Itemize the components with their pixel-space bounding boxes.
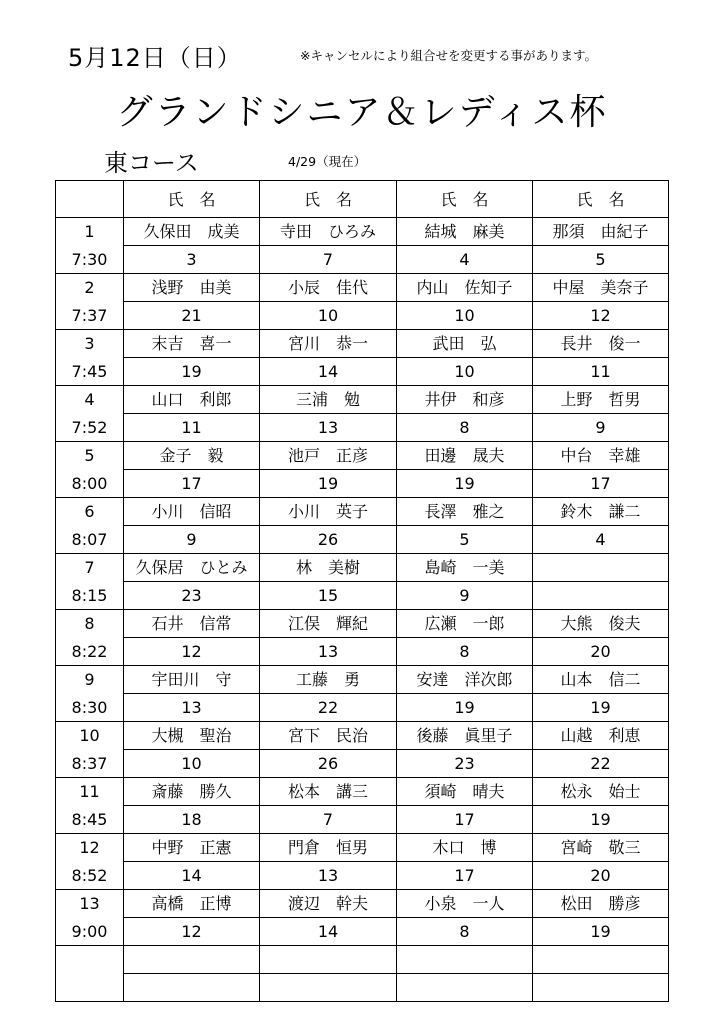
player-name: 長井 俊一 bbox=[533, 330, 669, 358]
group-name-row bbox=[56, 274, 669, 302]
page-title: グランドシニア＆レディス杯 bbox=[116, 92, 608, 133]
player-score: 9 bbox=[533, 414, 669, 442]
player-score bbox=[533, 582, 669, 610]
player-score: 19 bbox=[533, 918, 669, 946]
group-number: 2 bbox=[56, 274, 124, 302]
player-score: 7 bbox=[260, 246, 397, 274]
player-name: 金子 毅 bbox=[124, 442, 260, 470]
player-name: 寺田 ひろみ bbox=[260, 218, 397, 246]
player-name bbox=[533, 946, 669, 974]
name-column-header: 氏 名 bbox=[260, 181, 397, 218]
player-score: 11 bbox=[124, 414, 260, 442]
player-name: 田邊 晟夫 bbox=[397, 442, 533, 470]
player-name: 池戸 正彦 bbox=[260, 442, 397, 470]
player-score: 14 bbox=[260, 358, 397, 386]
tee-time: 8:52 bbox=[56, 862, 124, 890]
player-score: 8 bbox=[397, 414, 533, 442]
player-name: 門倉 恒男 bbox=[260, 834, 397, 862]
player-score: 13 bbox=[124, 694, 260, 722]
group-number: 12 bbox=[56, 834, 124, 862]
group-score-row bbox=[56, 750, 669, 778]
player-score: 19 bbox=[533, 694, 669, 722]
tee-time: 8:00 bbox=[56, 470, 124, 498]
group-number: 4 bbox=[56, 386, 124, 414]
course-name: 東コース bbox=[104, 149, 199, 177]
player-score: 9 bbox=[397, 582, 533, 610]
player-name: 山口 利郎 bbox=[124, 386, 260, 414]
player-score: 12 bbox=[124, 638, 260, 666]
player-name bbox=[260, 946, 397, 974]
group-name-row bbox=[56, 386, 669, 414]
player-score bbox=[533, 974, 669, 1002]
player-name: 大熊 俊夫 bbox=[533, 610, 669, 638]
player-name: 木口 博 bbox=[397, 834, 533, 862]
player-name: 井伊 和彦 bbox=[397, 386, 533, 414]
player-score bbox=[124, 974, 260, 1002]
group-score-row bbox=[56, 862, 669, 890]
player-name: 結城 麻美 bbox=[397, 218, 533, 246]
player-name: 須崎 晴夫 bbox=[397, 778, 533, 806]
tee-time: 8:37 bbox=[56, 750, 124, 778]
tee-time: 7:30 bbox=[56, 246, 124, 274]
player-name: 上野 哲男 bbox=[533, 386, 669, 414]
group-name-row bbox=[56, 554, 669, 582]
player-name: 那須 由紀子 bbox=[533, 218, 669, 246]
player-name: 広瀬 一郎 bbox=[397, 610, 533, 638]
player-name: 宮崎 敬三 bbox=[533, 834, 669, 862]
group-name-row bbox=[56, 666, 669, 694]
tee-time: 7:52 bbox=[56, 414, 124, 442]
player-name: 石井 信常 bbox=[124, 610, 260, 638]
player-name: 大槻 聖治 bbox=[124, 722, 260, 750]
tee-time: 7:45 bbox=[56, 358, 124, 386]
player-score: 10 bbox=[397, 302, 533, 330]
player-name: 松本 講三 bbox=[260, 778, 397, 806]
player-name: 島崎 一美 bbox=[397, 554, 533, 582]
group-number: 1 bbox=[56, 218, 124, 246]
player-score bbox=[397, 974, 533, 1002]
player-score: 9 bbox=[124, 526, 260, 554]
player-name: 林 美樹 bbox=[260, 554, 397, 582]
player-name: 久保居 ひとみ bbox=[124, 554, 260, 582]
group-score-row bbox=[56, 246, 669, 274]
player-score: 13 bbox=[260, 862, 397, 890]
group-number bbox=[56, 946, 124, 974]
tee-time: 8:45 bbox=[56, 806, 124, 834]
player-score: 10 bbox=[260, 302, 397, 330]
player-score: 12 bbox=[533, 302, 669, 330]
player-score: 19 bbox=[260, 470, 397, 498]
player-name: 斎藤 勝久 bbox=[124, 778, 260, 806]
group-name-row bbox=[56, 890, 669, 918]
player-name: 長澤 雅之 bbox=[397, 498, 533, 526]
player-score: 13 bbox=[260, 414, 397, 442]
player-name: 小川 英子 bbox=[260, 498, 397, 526]
player-score: 4 bbox=[533, 526, 669, 554]
group-score-row bbox=[56, 582, 669, 610]
player-score bbox=[260, 974, 397, 1002]
player-score: 21 bbox=[124, 302, 260, 330]
tee-time: 8:30 bbox=[56, 694, 124, 722]
group-number: 8 bbox=[56, 610, 124, 638]
player-name: 山本 信二 bbox=[533, 666, 669, 694]
player-score: 22 bbox=[533, 750, 669, 778]
player-name: 宮下 民治 bbox=[260, 722, 397, 750]
tee-time: 8:22 bbox=[56, 638, 124, 666]
group-number: 7 bbox=[56, 554, 124, 582]
group-name-row bbox=[56, 834, 669, 862]
player-score: 19 bbox=[124, 358, 260, 386]
player-score: 8 bbox=[397, 638, 533, 666]
player-score: 11 bbox=[533, 358, 669, 386]
player-name: 久保田 成美 bbox=[124, 218, 260, 246]
player-score: 17 bbox=[397, 806, 533, 834]
group-number: 13 bbox=[56, 890, 124, 918]
player-score: 23 bbox=[397, 750, 533, 778]
group-score-row bbox=[56, 526, 669, 554]
cancellation-note: ※キャンセルにより組合せを変更する事があります。 bbox=[300, 48, 597, 63]
group-score-row bbox=[56, 358, 669, 386]
tee-time: 9:00 bbox=[56, 918, 124, 946]
player-name: 工藤 勇 bbox=[260, 666, 397, 694]
group-score-row bbox=[56, 974, 669, 1002]
group-name-row bbox=[56, 498, 669, 526]
player-score: 10 bbox=[124, 750, 260, 778]
player-score: 5 bbox=[533, 246, 669, 274]
player-name: 小辰 佳代 bbox=[260, 274, 397, 302]
player-score: 5 bbox=[397, 526, 533, 554]
player-score: 17 bbox=[397, 862, 533, 890]
group-score-row bbox=[56, 470, 669, 498]
player-name: 高橋 正博 bbox=[124, 890, 260, 918]
as-of-date: 4/29（現在） bbox=[288, 154, 367, 169]
player-score: 19 bbox=[397, 694, 533, 722]
player-name: 中台 幸雄 bbox=[533, 442, 669, 470]
tee-time: 8:15 bbox=[56, 582, 124, 610]
group-name-row bbox=[56, 778, 669, 806]
group-number: 3 bbox=[56, 330, 124, 358]
player-name: 後藤 眞里子 bbox=[397, 722, 533, 750]
player-name: 宇田川 守 bbox=[124, 666, 260, 694]
player-score: 26 bbox=[260, 750, 397, 778]
tee-time: 7:37 bbox=[56, 302, 124, 330]
player-score: 14 bbox=[124, 862, 260, 890]
player-name: 末吉 喜一 bbox=[124, 330, 260, 358]
player-score: 15 bbox=[260, 582, 397, 610]
player-name: 安達 洋次郎 bbox=[397, 666, 533, 694]
player-score: 10 bbox=[397, 358, 533, 386]
group-name-row bbox=[56, 610, 669, 638]
pairing-table-body bbox=[56, 218, 669, 1002]
player-score: 23 bbox=[124, 582, 260, 610]
event-date: 5月12日（日） bbox=[68, 44, 242, 72]
player-score: 20 bbox=[533, 862, 669, 890]
player-name: 松永 始士 bbox=[533, 778, 669, 806]
name-column-header: 氏 名 bbox=[397, 181, 533, 218]
group-score-row bbox=[56, 918, 669, 946]
player-name: 鈴木 謙二 bbox=[533, 498, 669, 526]
player-score: 4 bbox=[397, 246, 533, 274]
player-name: 小川 信昭 bbox=[124, 498, 260, 526]
group-number: 11 bbox=[56, 778, 124, 806]
player-score: 20 bbox=[533, 638, 669, 666]
player-score: 19 bbox=[533, 806, 669, 834]
name-column-header: 氏 名 bbox=[533, 181, 669, 218]
player-score: 17 bbox=[533, 470, 669, 498]
player-score: 17 bbox=[124, 470, 260, 498]
player-name: 小泉 一人 bbox=[397, 890, 533, 918]
player-name: 内山 佐知子 bbox=[397, 274, 533, 302]
player-score: 14 bbox=[260, 918, 397, 946]
player-name: 江俣 輝紀 bbox=[260, 610, 397, 638]
player-score: 3 bbox=[124, 246, 260, 274]
player-name: 浅野 由美 bbox=[124, 274, 260, 302]
group-score-row bbox=[56, 694, 669, 722]
group-score-row bbox=[56, 302, 669, 330]
player-name: 武田 弘 bbox=[397, 330, 533, 358]
group-score-row bbox=[56, 638, 669, 666]
tee-time: 8:07 bbox=[56, 526, 124, 554]
player-score: 18 bbox=[124, 806, 260, 834]
player-name: 中野 正憲 bbox=[124, 834, 260, 862]
player-score: 22 bbox=[260, 694, 397, 722]
player-score: 13 bbox=[260, 638, 397, 666]
player-score: 8 bbox=[397, 918, 533, 946]
player-score: 7 bbox=[260, 806, 397, 834]
player-name: 渡辺 幹夫 bbox=[260, 890, 397, 918]
player-name: 松田 勝彦 bbox=[533, 890, 669, 918]
player-score: 26 bbox=[260, 526, 397, 554]
player-name: 宮川 恭一 bbox=[260, 330, 397, 358]
group-score-row bbox=[56, 414, 669, 442]
group-number: 9 bbox=[56, 666, 124, 694]
player-name: 山越 利恵 bbox=[533, 722, 669, 750]
header-row bbox=[56, 181, 669, 218]
tee-time bbox=[56, 974, 124, 1002]
player-name: 中屋 美奈子 bbox=[533, 274, 669, 302]
player-name: 三浦 勉 bbox=[260, 386, 397, 414]
group-number: 10 bbox=[56, 722, 124, 750]
header-blank-cell bbox=[56, 181, 124, 218]
group-name-row bbox=[56, 946, 669, 974]
group-name-row bbox=[56, 218, 669, 246]
group-number: 5 bbox=[56, 442, 124, 470]
group-number: 6 bbox=[56, 498, 124, 526]
player-name bbox=[397, 946, 533, 974]
player-name bbox=[533, 554, 669, 582]
group-score-row bbox=[56, 806, 669, 834]
group-name-row bbox=[56, 330, 669, 358]
player-score: 12 bbox=[124, 918, 260, 946]
group-name-row bbox=[56, 442, 669, 470]
player-name bbox=[124, 946, 260, 974]
group-name-row bbox=[56, 722, 669, 750]
player-score: 19 bbox=[397, 470, 533, 498]
name-column-header: 氏 名 bbox=[124, 181, 260, 218]
pairing-table bbox=[55, 180, 669, 1002]
